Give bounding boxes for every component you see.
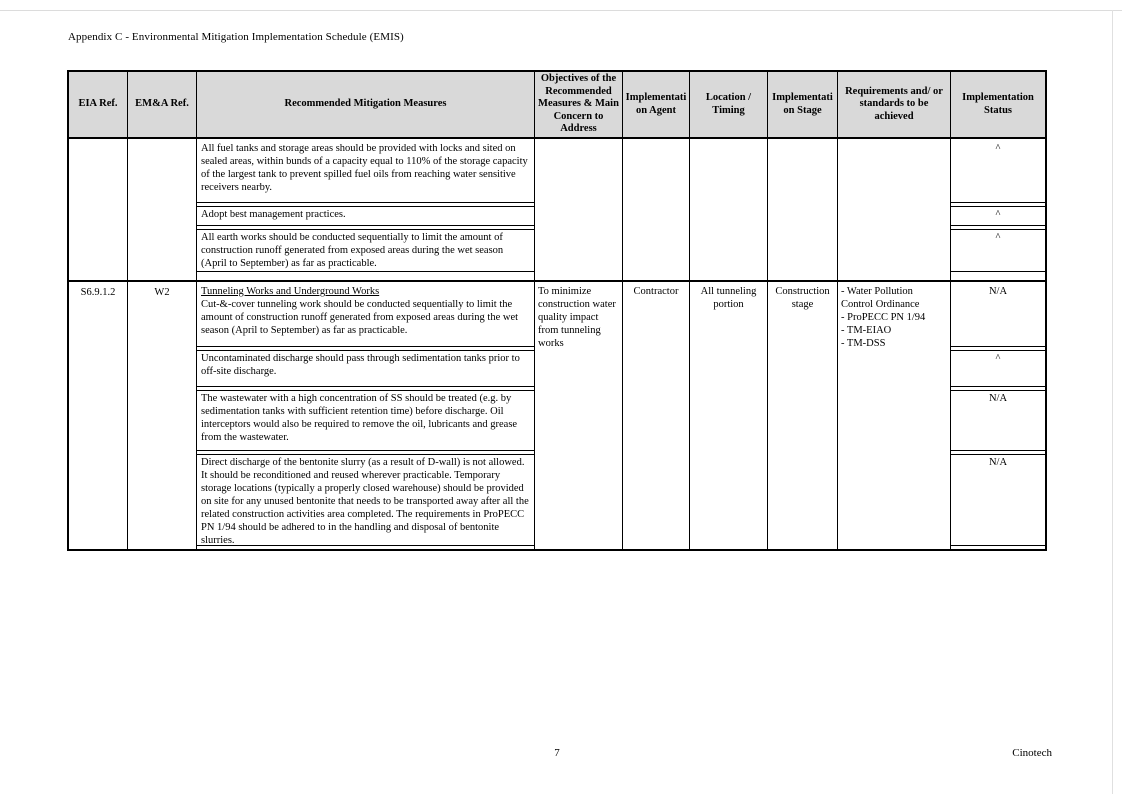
column-header-measures: Recommended Mitigation Measures	[197, 72, 535, 137]
measures-cell	[197, 282, 535, 549]
status-item: N/A	[951, 390, 1045, 451]
document-title: Appendix C - Environmental Mitigation Implementation Schedule (EMIS)	[68, 31, 404, 43]
ema-ref-cell: W2	[128, 282, 197, 549]
eia-ref-cell: S6.9.1.2	[69, 282, 128, 549]
stage-cell	[768, 139, 838, 280]
requirement-line: - TM-EIAO	[841, 325, 892, 336]
table-header-row	[69, 72, 1045, 139]
status-item: ^	[951, 229, 1045, 272]
footer-company: Cinotech	[1012, 747, 1052, 759]
status-item: N/A	[951, 454, 1045, 546]
agent-cell: Contractor	[623, 282, 690, 549]
table-group-row	[69, 139, 1045, 280]
page-number: 7	[554, 747, 560, 759]
location-timing-cell	[690, 139, 768, 280]
measure-heading: Tunneling Works and Underground Works	[201, 286, 380, 297]
requirement-line: - Water Pollution Control Ordinance	[841, 286, 920, 310]
requirement-line: - TM-DSS	[841, 338, 886, 349]
status-cell	[951, 139, 1045, 280]
page-edge-top	[0, 10, 1122, 11]
column-header-ema-ref: EM&A Ref.	[128, 72, 197, 137]
measure-item: All earth works should be conducted sequentially to limit the amount of construction runoff generated from exposed areas during the wet season (April to September) as far as practicable.	[197, 229, 534, 272]
column-header-objectives: Objectives of the Recommended Measures & Main Concern to Address	[535, 72, 623, 137]
column-header-eia-ref: EIA Ref.	[69, 72, 128, 137]
objectives-cell	[535, 139, 623, 280]
requirement-line: - ProPECC PN 1/94	[841, 312, 926, 323]
status-cell	[951, 282, 1045, 549]
objectives-cell: To minimize construction water quality impact from tunneling works	[535, 282, 623, 549]
agent-cell	[623, 139, 690, 280]
requirements-cell	[838, 282, 951, 549]
stage-cell: Construction stage	[768, 282, 838, 549]
status-item: ^	[951, 141, 1045, 203]
measure-item: Direct discharge of the bentonite slurry (as a result of D-wall) is not allowed. It should be reconditioned and reused wherever practicable. Temporary storage locations (typically a properly closed warehouse) should be provided on site for any unused bentonite that needs to be transported away after all the related construction activities area completed. The requirements in ProPECC PN 1/94 should be adhered to in the handling and disposal of bentonite slurries.	[197, 454, 534, 546]
column-header-agent: Implementation Agent	[623, 72, 690, 137]
status-item: ^	[951, 206, 1045, 226]
measure-item	[197, 284, 534, 347]
page-edge-right	[1112, 10, 1113, 794]
column-header-stage: Implementation Stage	[768, 72, 838, 137]
eia-ref-cell	[69, 139, 128, 280]
column-header-status: Implementation Status	[962, 92, 1034, 116]
requirements-cell	[838, 139, 951, 280]
measure-text: Cut-&-cover tunneling work should be conducted sequentially to limit the amount of construction runoff generated from exposed areas during the wet season (April to September) as far as practicable.	[201, 299, 519, 336]
table-group-row	[69, 280, 1045, 549]
column-header-location-timing: Location / Timing	[690, 72, 768, 137]
ema-ref-cell	[128, 139, 197, 280]
measure-item: Adopt best management practices.	[197, 206, 534, 226]
status-item: N/A	[951, 284, 1045, 347]
measure-item: The wastewater with a high concentration of SS should be treated (e.g. by sedimentation tanks with sufficient retention time) before discharge. Oil interceptors would also be required to remove the oil, lubricants and grease from the wastewater.	[197, 390, 534, 451]
status-item: ^	[951, 350, 1045, 387]
column-header-requirements: Requirements and/ or standards to be achieved	[838, 72, 951, 137]
measures-cell	[197, 139, 535, 280]
location-timing-cell: All tunneling portion	[690, 282, 768, 549]
measure-item: All fuel tanks and storage areas should be provided with locks and sited on sealed areas, within bunds of a capacity equal to 110% of the storage capacity of the largest tank to prevent spilled fuel oils from reaching water sensitive receivers nearby.	[197, 141, 534, 203]
measure-item: Uncontaminated discharge should pass through sedimentation tanks prior to off-site discharge.	[197, 350, 534, 387]
emis-table	[67, 70, 1047, 551]
